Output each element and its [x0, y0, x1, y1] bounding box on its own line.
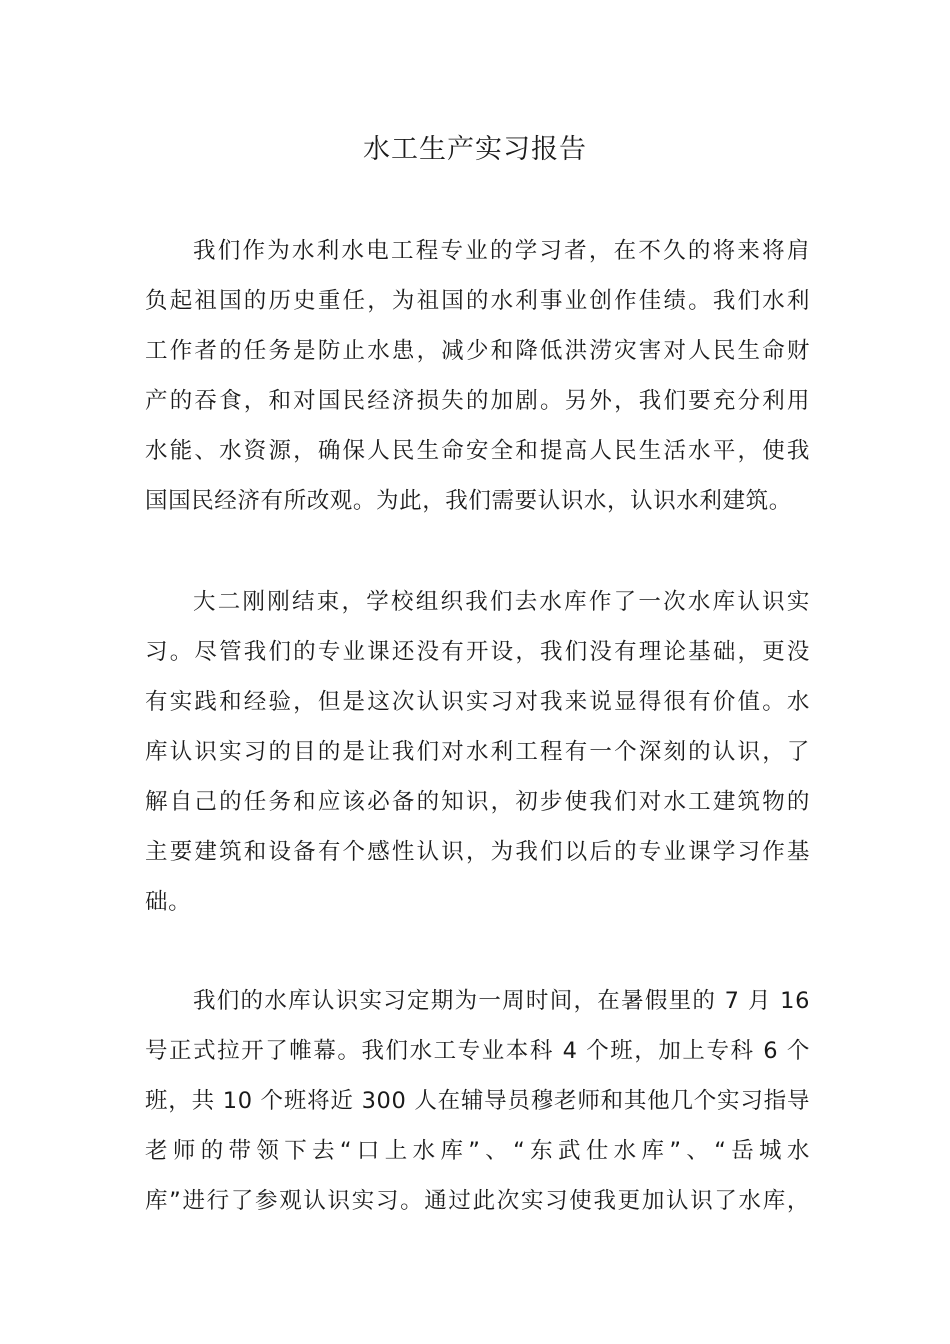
paragraph-line: 我们的水库认识实习定期为一周时间，在暑假里的 7 月 16: [193, 988, 810, 1014]
paragraph-2: [145, 577, 810, 927]
paragraph-line: 国国民经济有所改观。为此，我们需要认识水，认识水利建筑。: [145, 488, 792, 514]
paragraph-line: 号正式拉开了帷幕。我们水工专业本科 4 个班，加上专科 6 个: [145, 1038, 810, 1064]
paragraph-line: 库认识实习的目的是让我们对水利工程有一个深刻的认识，了: [145, 739, 810, 765]
paragraph-line: 水能、水资源，确保人民生命安全和提高人民生活水平，使我: [145, 438, 810, 464]
paragraph-line: 主要建筑和设备有个感性认识，为我们以后的专业课学习作基: [145, 839, 810, 865]
paragraph-line: 有实践和经验，但是这次认识实习对我来说显得很有价值。水: [145, 689, 810, 715]
paragraph-3: [145, 976, 810, 1226]
paragraph-line: 习。尽管我们的专业课还没有开设，我们没有理论基础，更没: [145, 639, 810, 665]
paragraph-line: 老师的带领下去“口上水库”、“东武仕水库”、“岳城水: [145, 1138, 810, 1164]
paragraph-1: [145, 226, 810, 526]
document-title: 水工生产实习报告: [363, 134, 587, 165]
paragraph-line: 解自己的任务和应该必备的知识，初步使我们对水工建筑物的: [145, 789, 810, 815]
paragraph-line: 库”进行了参观认识实习。通过此次实习使我更加认识了水库，: [145, 1188, 810, 1214]
paragraph-line: 础。: [145, 889, 192, 915]
paragraph-line: 班，共 10 个班将近 300 人在辅导员穆老师和其他几个实习指导: [145, 1088, 810, 1114]
paragraph-line: 我们作为水利水电工程专业的学习者，在不久的将来将肩: [193, 238, 810, 264]
paragraph-line: 产的吞食，和对国民经济损失的加剧。另外，我们要充分利用: [145, 388, 810, 414]
paragraph-line: 大二刚刚结束，学校组织我们去水库作了一次水库认识实: [193, 589, 810, 615]
paragraph-line: 负起祖国的历史重任，为祖国的水利事业创作佳绩。我们水利: [145, 288, 810, 314]
paragraph-line: 工作者的任务是防止水患，减少和降低洪涝灾害对人民生命财: [145, 338, 810, 364]
